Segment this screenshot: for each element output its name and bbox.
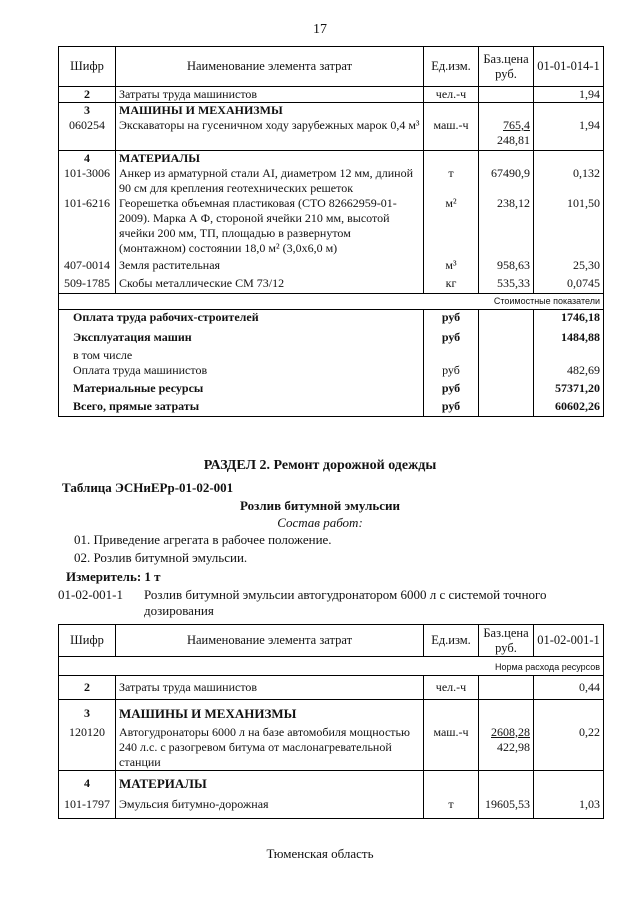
total-row: Оплата труда машинистов руб 482,69 bbox=[59, 363, 604, 381]
section-title: РАЗДЕЛ 2. Ремонт дорожной одежды bbox=[203, 458, 437, 473]
table-group-row: 3 МАШИНЫ И МЕХАНИЗМЫ bbox=[59, 103, 604, 119]
total-row: Оплата труда рабочих-строителей руб 1746,18 bbox=[59, 310, 604, 330]
work-description-line2: дозирования bbox=[144, 603, 214, 618]
norm-label: Норма расхода ресурсов bbox=[59, 657, 604, 676]
col-ref: 01-01-014-1 bbox=[534, 47, 604, 87]
table-row: 101-1797 Эмульсия битумно-дорожная т 19605,53 1,03 bbox=[59, 791, 604, 819]
table-row: 120120 Автогудронаторы 6000 л на базе автомобиля мощностью 240 л.с. с разогревом битума от маслонагревательной станции маш.-ч 2608,28 422,98 0,22 bbox=[59, 721, 604, 771]
col-base-price: Баз.цена руб. bbox=[479, 47, 534, 87]
table-group-row: 4 МАТЕРИАЛЫ bbox=[59, 771, 604, 791]
col-name: Наименование элемента затрат bbox=[116, 625, 424, 657]
total-row: в том числе bbox=[59, 348, 604, 363]
work-item: 02. Розлив битумной эмульсии. bbox=[74, 550, 248, 565]
work-description-line1: Розлив битумной эмульсии автогудронатором 6000 л с системой точного bbox=[144, 587, 547, 602]
table-row: 2 Затраты труда машинистов чел.-ч 0,44 bbox=[59, 676, 604, 700]
table-row: 101-3006 Анкер из арматурной стали AI, диаметром 12 мм, длиной 90 см для крепления геотехнических решеток т 67490,9 0,132 bbox=[59, 166, 604, 196]
resource-table-2 bbox=[58, 624, 604, 819]
col-code: Шифр bbox=[59, 47, 116, 87]
table-row: 509-1785 Скобы металлические СМ 73/12 кг 535,33 0,0745 bbox=[59, 276, 604, 294]
works-title: Состав работ: bbox=[277, 515, 363, 530]
work-item: 01. Приведение агрегата в рабочее положение. bbox=[74, 532, 332, 547]
table-label: Таблица ЭСНиЕРр-01-02-001 bbox=[62, 480, 234, 495]
col-unit: Ед.изм. bbox=[424, 47, 479, 87]
table-row: 2 Затраты труда машинистов чел.-ч 1,94 bbox=[59, 87, 604, 103]
table-header bbox=[59, 625, 604, 657]
table-row: 101-6216 Георешетка объемная пластиковая (СТО 82662959-01-2009). Марка А Ф, стороной ячейки 210 мм, высотой ячейки 200 мм, ТП, площадью в развернутом (монтажном) состоянии 18,0 м² (3,0х6,0 м) м² 238,12 101,50 bbox=[59, 196, 604, 258]
total-row: Материальные ресурсы руб 57371,20 bbox=[59, 381, 604, 399]
resource-table-1 bbox=[58, 46, 604, 417]
total-row: Всего, прямые затраты руб 60602,26 bbox=[59, 399, 604, 417]
table-group-row: 3 МАШИНЫ И МЕХАНИЗМЫ bbox=[59, 700, 604, 721]
col-name: Наименование элемента затрат bbox=[116, 47, 424, 87]
measure: Измеритель: 1 т bbox=[66, 569, 161, 584]
subtitle: Розлив битумной эмульсии bbox=[240, 498, 400, 513]
page-number: 17 bbox=[313, 22, 327, 37]
footer-region: Тюменская область bbox=[266, 846, 374, 861]
table-group-row: 4 МАТЕРИАЛЫ bbox=[59, 150, 604, 166]
table-row: 060254 Экскаваторы на гусеничном ходу зарубежных марок 0,4 м³ маш.-ч 765,4 248,81 1,94 bbox=[59, 118, 604, 150]
cost-indicators-label: Стоимостные показатели bbox=[59, 294, 604, 310]
col-base-price: Баз.цена руб. bbox=[479, 625, 534, 657]
col-code: Шифр bbox=[59, 625, 116, 657]
work-code: 01-02-001-1 bbox=[58, 587, 123, 602]
norm-row bbox=[59, 657, 604, 676]
table-row: 407-0014 Земля растительная м³ 958,63 25,30 bbox=[59, 258, 604, 276]
col-unit: Ед.изм. bbox=[424, 625, 479, 657]
cost-indicators-row bbox=[59, 294, 604, 310]
table-header bbox=[59, 47, 604, 87]
col-ref: 01-02-001-1 bbox=[534, 625, 604, 657]
total-row: Эксплуатация машин руб 1484,88 bbox=[59, 330, 604, 348]
